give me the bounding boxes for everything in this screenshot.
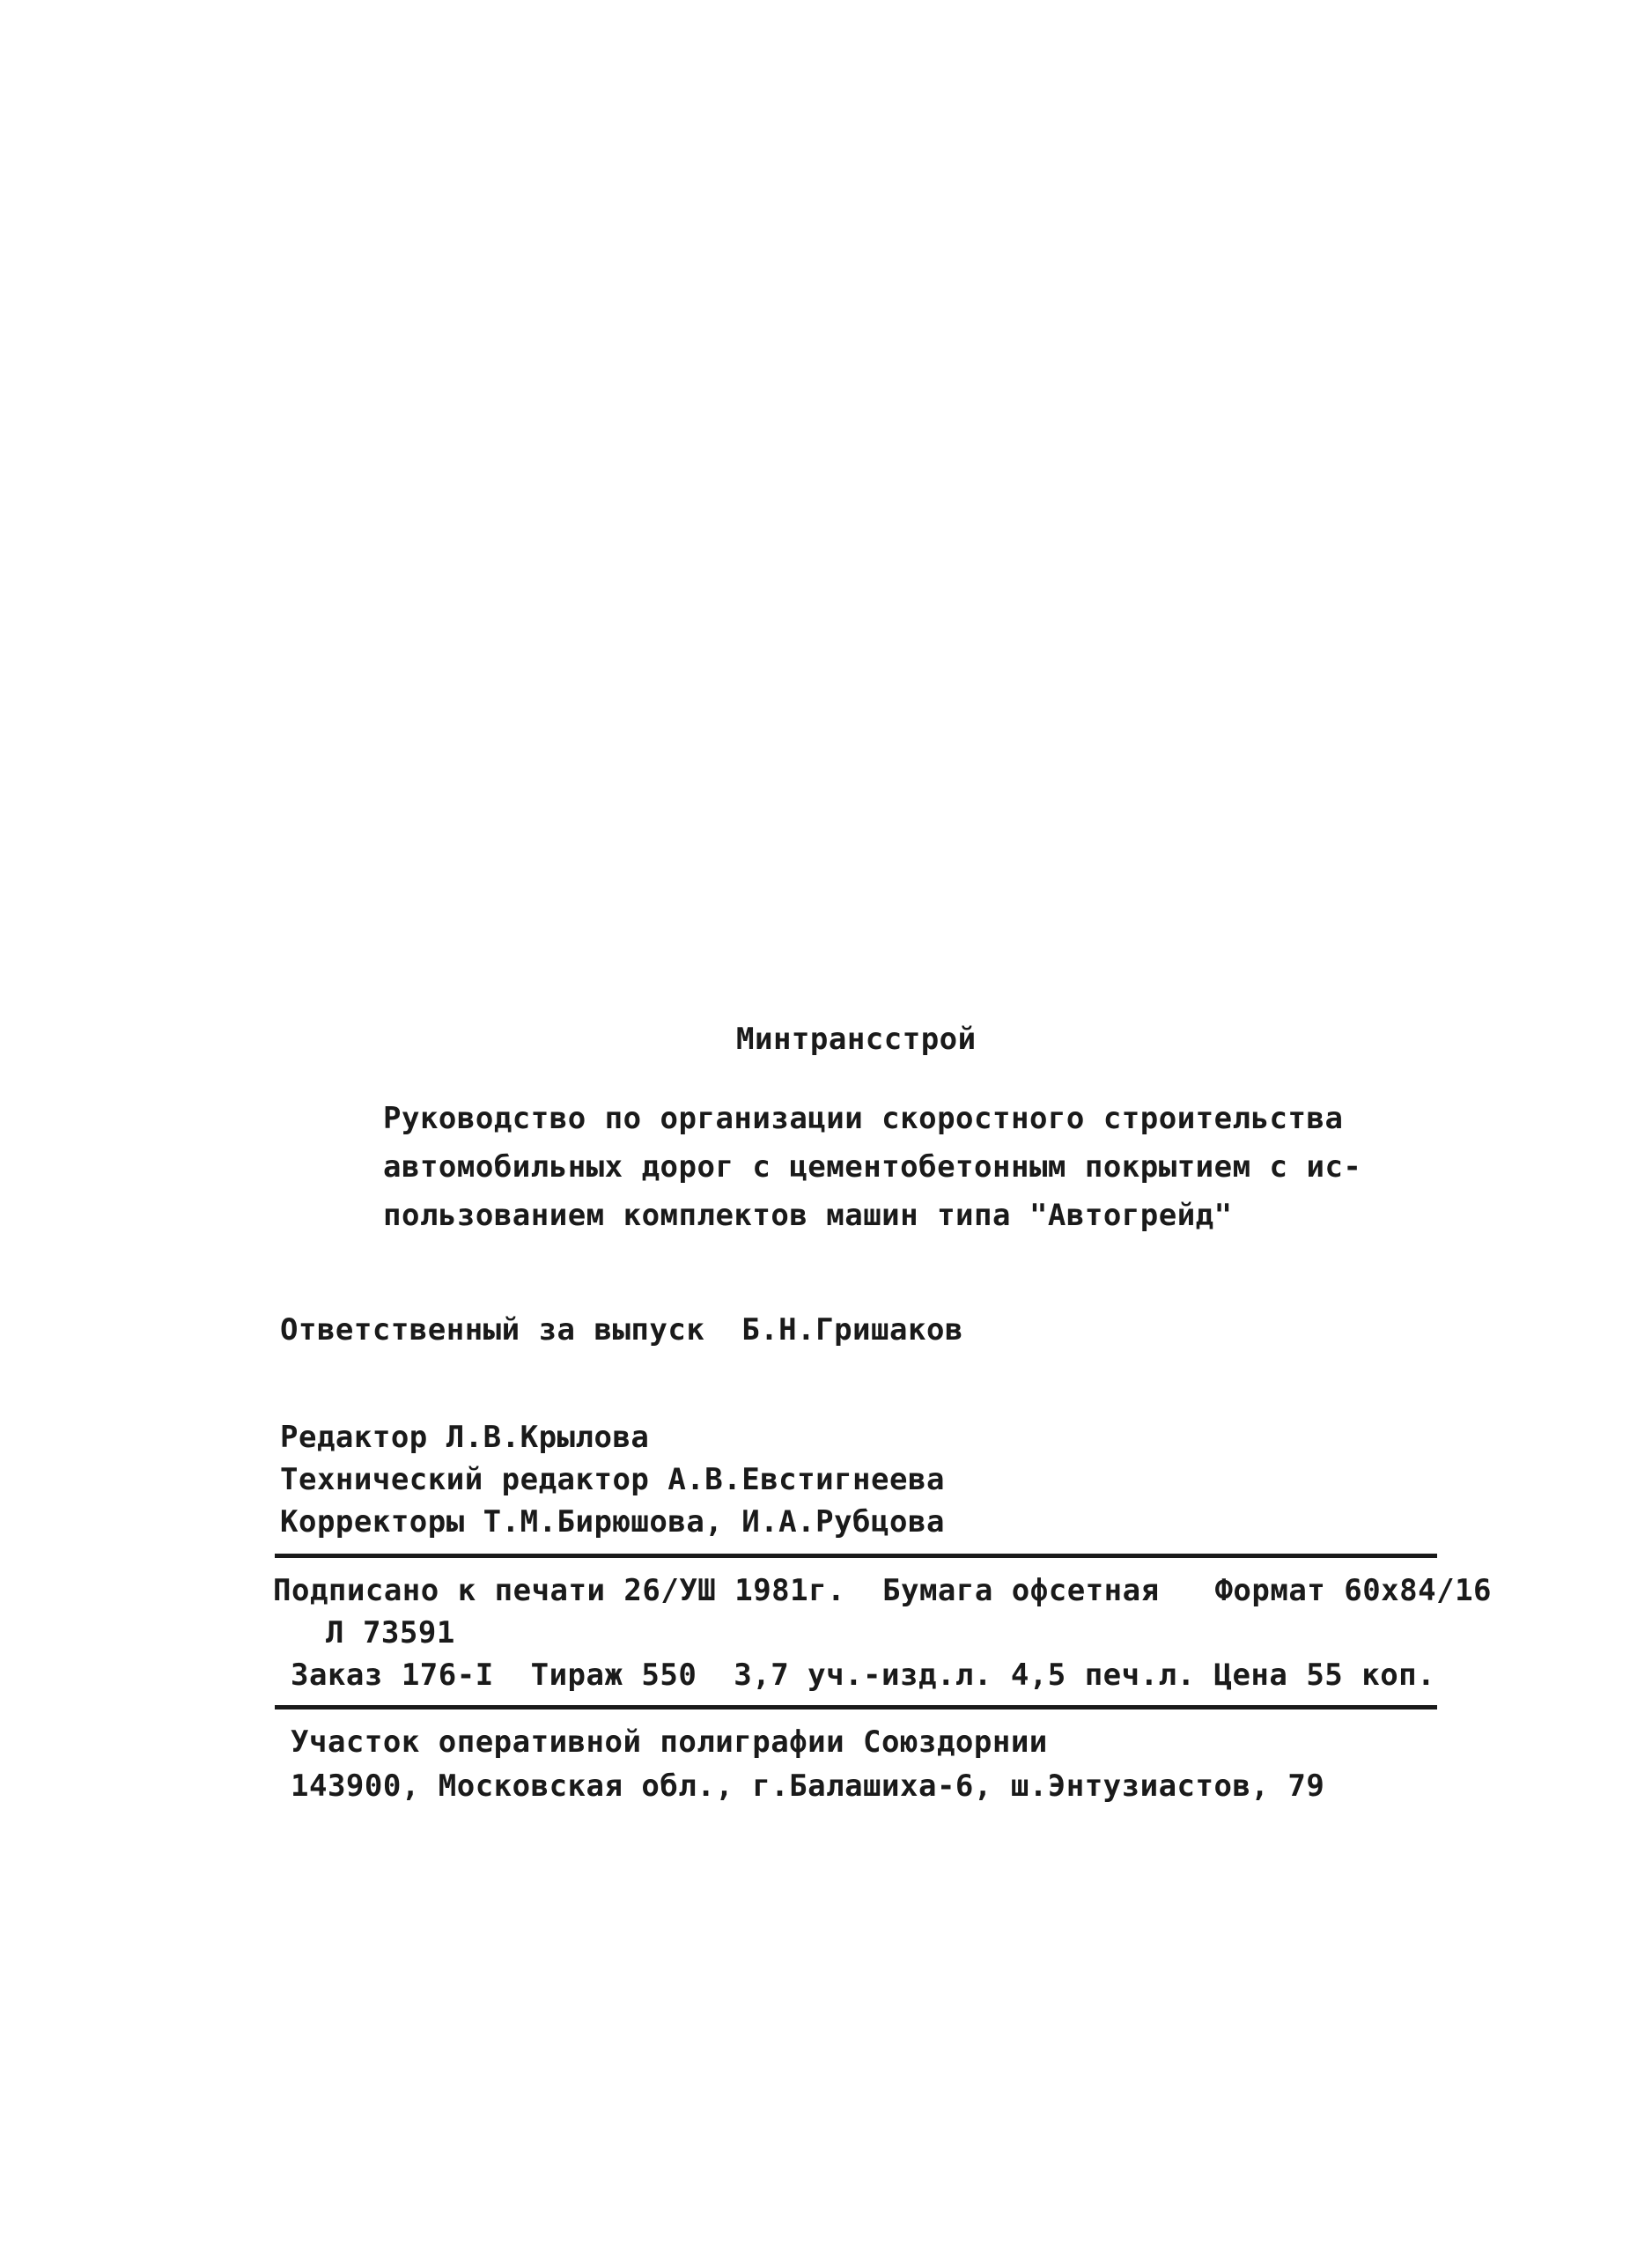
print-info-line-2: Л 73591	[326, 1615, 455, 1650]
title-line-1: Руководство по организации скоростного строительства	[383, 1101, 1344, 1136]
printer-line-1: Участок оперативной полиграфии Союздорнии	[291, 1724, 1048, 1760]
responsible-line: Ответственный за выпуск Б.Н.Гришаков	[280, 1312, 963, 1348]
tech-editor-line: Технический редактор А.В.Евстигнеева	[280, 1462, 945, 1497]
printer-line-2: 143900, Московская обл., г.Балашиха-6, ш.Энтузиастов, 79	[291, 1769, 1325, 1804]
title-line-3: пользованием комплектов машин типа "Автогрейд"	[383, 1198, 1233, 1233]
editor-line: Редактор Л.В.Крылова	[280, 1420, 650, 1455]
ministry-heading: Минтрансстрой	[736, 1022, 977, 1057]
title-line-2: автомобильных дорог с цементобетонным покрытием с ис-	[383, 1149, 1362, 1185]
divider-top	[275, 1554, 1437, 1558]
print-info-line-3: Заказ 176-I Тираж 550 3,7 уч.-изд.л. 4,5 печ.л. Цена 55 коп.	[291, 1658, 1436, 1693]
divider-bottom	[275, 1705, 1437, 1709]
correctors-line: Корректоры Т.М.Бирюшова, И.А.Рубцова	[280, 1504, 945, 1540]
print-info-line-1: Подписано к печати 26/УШ 1981г. Бумага офсетная Формат 60х84/16	[273, 1573, 1493, 1608]
